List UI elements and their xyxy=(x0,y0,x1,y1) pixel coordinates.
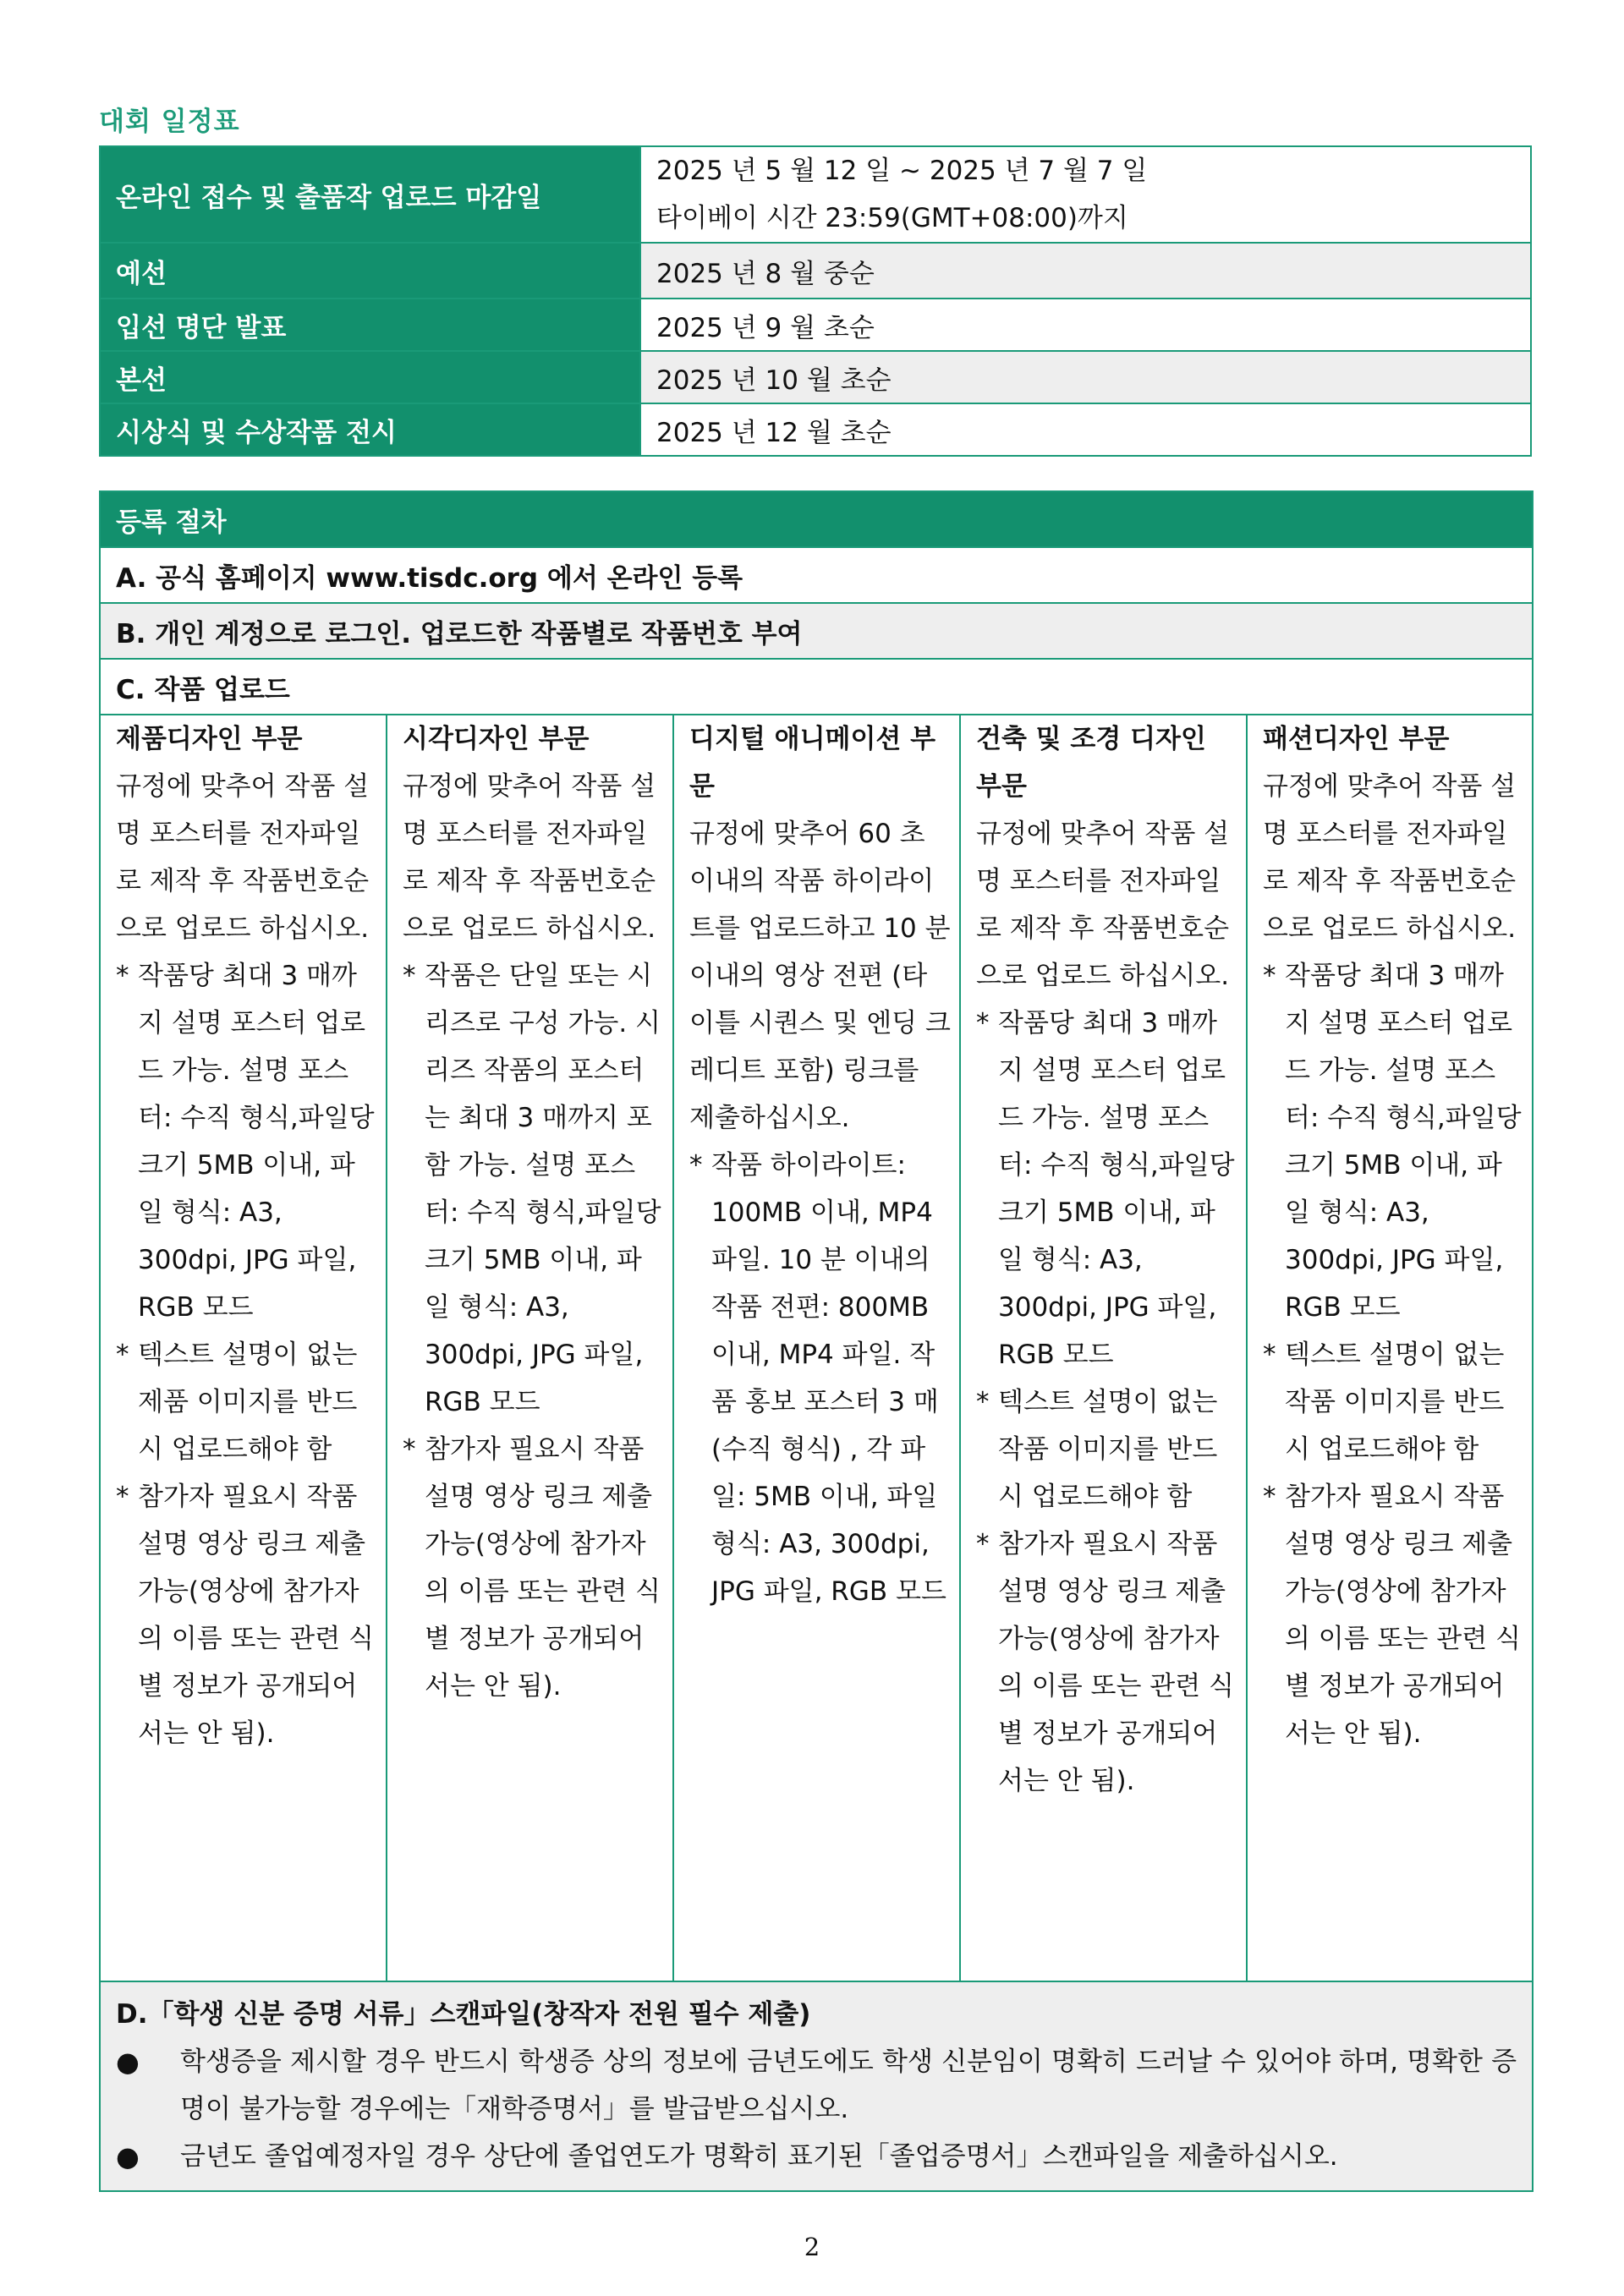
schedule-value: 2025 년 12 월 초순 xyxy=(640,403,1531,456)
list-item-text: 학생증을 제시할 경우 반드시 학생증 상의 정보에 금년도에도 학생 신분임이 명확히 드러날 수 있어야 하며, 명확한 증명이 불가능할 경우에는「재학증명서」를 발급받으십시오. xyxy=(180,2047,1517,2124)
registration-heading: 등록 절차 xyxy=(100,491,1533,547)
asterisk-icon: * xyxy=(116,1482,129,1512)
step-b: B. 개인 계정으로 로그인. 업로드한 작품별로 작품번호 부여 xyxy=(100,603,1533,659)
registration-table xyxy=(99,490,1533,2192)
category-description: 규정에 맞추어 작품 설명 포스터를 전자파일로 제작 후 작품번호순으로 업로드 하십시오. xyxy=(403,771,656,944)
schedule-label: 입선 명단 발표 xyxy=(100,299,640,351)
category-title: 패션디자인 부문 xyxy=(1263,724,1450,754)
note-item xyxy=(403,952,664,1426)
note-text: 작품 하이라이트: 100MB 이내, MP4 파일. 10 분 이내의 작품 전편: 800MB 이내, MP4 파일. 작품 홍보 포스터 3 매(수직 형식) , 각 파일: 5MB 이내, 파일 형식: A3, 300dpi, JPG 파일, RGB 모드 xyxy=(711,1150,946,1607)
schedule-value: 2025 년 8 월 중순 xyxy=(640,243,1531,299)
note-text: 작품은 단일 또는 시리즈로 구성 가능. 시리즈 작품의 포스터는 최대 3 매까지 포함 가능. 설명 포스터: 수직 형식,파일당 크기 5MB 이내, 파일 형식: A3, 300dpi, JPG 파일, RGB 모드 xyxy=(425,961,661,1417)
asterisk-icon: * xyxy=(1263,961,1276,991)
schedule-row xyxy=(100,146,1531,243)
asterisk-icon: * xyxy=(976,1387,990,1417)
note-text: 참가자 필요시 작품설명 영상 링크 제출 가능(영상에 참가자의 이름 또는 관련 식별 정보가 공개되어서는 안 됨). xyxy=(138,1482,374,1749)
schedule-label: 시상식 및 수상작품 전시 xyxy=(100,403,640,456)
category-fashion-design xyxy=(1247,715,1533,1981)
schedule-value: 2025 년 10 월 초순 xyxy=(640,351,1531,403)
note-item xyxy=(116,1473,377,1757)
note-item xyxy=(403,1426,664,1710)
asterisk-icon: * xyxy=(403,1434,416,1465)
schedule-label: 본선 xyxy=(100,351,640,403)
schedule-row xyxy=(100,243,1531,299)
bullet-icon: ● xyxy=(116,2140,140,2173)
schedule-row xyxy=(100,299,1531,351)
asterisk-icon: * xyxy=(1263,1340,1276,1370)
note-item xyxy=(1263,952,1523,1331)
note-text: 작품당 최대 3 매까지 설명 포스터 업로드 가능. 설명 포스터: 수직 형식,파일당 크기 5MB 이내, 파일 형식: A3, 300dpi, JPG 파일, RGB 모드 xyxy=(998,1008,1235,1370)
note-text: 참가자 필요시 작품설명 영상 링크 제출 가능(영상에 참가자의 이름 또는 관련 식별 정보가 공개되어서는 안 됨). xyxy=(998,1529,1234,1796)
note-item xyxy=(116,952,377,1331)
note-text: 참가자 필요시 작품설명 영상 링크 제출 가능(영상에 참가자의 이름 또는 관련 식별 정보가 공개되어서는 안 됨). xyxy=(425,1434,661,1701)
note-item xyxy=(976,1378,1237,1521)
asterisk-icon: * xyxy=(689,1150,703,1181)
asterisk-icon: * xyxy=(116,961,129,991)
category-columns xyxy=(100,715,1533,1981)
category-title: 제품디자인 부문 xyxy=(116,724,303,754)
list-item-text: 금년도 졸업예정자일 경우 상단에 졸업연도가 명확히 표기된「졸업증명서」스캔파일을 제출하십시오. xyxy=(180,2141,1338,2172)
schedule-value-line: 타이베이 시간 23:59(GMT+08:00)까지 xyxy=(656,203,1128,233)
category-description: 규정에 맞추어 작품 설명 포스터를 전자파일로 제작 후 작품번호순으로 업로드 하십시오. xyxy=(116,771,370,944)
schedule-row xyxy=(100,351,1531,403)
schedule-label: 예선 xyxy=(100,243,640,299)
category-title: 건축 및 조경 디자인 부문 xyxy=(976,724,1206,802)
step-c: C. 작품 업로드 xyxy=(100,659,1533,715)
category-architecture-landscape xyxy=(960,715,1247,1981)
asterisk-icon: * xyxy=(976,1008,990,1038)
list-item xyxy=(116,2133,1517,2180)
schedule-value: 2025 년 9 월 초순 xyxy=(640,299,1531,351)
asterisk-icon: * xyxy=(1263,1482,1276,1512)
note-text: 참가자 필요시 작품설명 영상 링크 제출 가능(영상에 참가자의 이름 또는 관련 식별 정보가 공개되어서는 안 됨). xyxy=(1285,1482,1521,1749)
note-item xyxy=(1263,1473,1523,1757)
category-description: 규정에 맞추어 작품 설명 포스터를 전자파일로 제작 후 작품번호순으로 업로드 하십시오. xyxy=(976,819,1230,991)
note-item xyxy=(1263,1331,1523,1473)
category-product-design xyxy=(100,715,387,1981)
schedule-value-line: 2025 년 5 월 12 일 ~ 2025 년 7 월 7 일 xyxy=(656,156,1148,186)
note-text: 텍스트 설명이 없는 제품 이미지를 반드시 업로드해야 함 xyxy=(138,1340,358,1465)
asterisk-icon: * xyxy=(403,961,416,991)
bullet-icon: ● xyxy=(116,2046,140,2078)
schedule-value xyxy=(640,146,1531,243)
step-d xyxy=(100,1981,1533,2191)
asterisk-icon: * xyxy=(976,1529,990,1559)
schedule-table xyxy=(99,145,1532,457)
note-text: 텍스트 설명이 없는 작품 이미지를 반드시 업로드해야 함 xyxy=(1285,1340,1505,1465)
schedule-row xyxy=(100,403,1531,456)
asterisk-icon: * xyxy=(116,1340,129,1370)
category-digital-animation xyxy=(673,715,960,1981)
note-text: 텍스트 설명이 없는 작품 이미지를 반드시 업로드해야 함 xyxy=(998,1387,1218,1512)
note-item xyxy=(116,1331,377,1473)
schedule-heading: 대회 일정표 xyxy=(99,107,240,137)
category-description: 규정에 맞추어 작품 설명 포스터를 전자파일로 제작 후 작품번호순으로 업로드 하십시오. xyxy=(1263,771,1517,944)
note-text: 작품당 최대 3 매까지 설명 포스터 업로드 가능. 설명 포스터: 수직 형식,파일당 크기 5MB 이내, 파일 형식: A3, 300dpi, JPG 파일, RGB 모드 xyxy=(1285,961,1522,1323)
list-item xyxy=(116,2038,1517,2133)
note-item xyxy=(976,1000,1237,1378)
step-a: A. 공식 홈페이지 www.tisdc.org 에서 온라인 등록 xyxy=(100,547,1533,603)
category-visual-design xyxy=(387,715,673,1981)
note-text: 작품당 최대 3 매까지 설명 포스터 업로드 가능. 설명 포스터: 수직 형식,파일당 크기 5MB 이내, 파일 형식: A3, 300dpi, JPG 파일, RGB 모드 xyxy=(138,961,375,1323)
category-title: 디지털 애니메이션 부문 xyxy=(689,724,936,802)
category-title: 시각디자인 부문 xyxy=(403,724,590,754)
schedule-label: 온라인 접수 및 출품작 업로드 마감일 xyxy=(100,146,640,243)
step-d-title: D.「학생 신분 증명 서류」스캔파일(창작자 전원 필수 제출) xyxy=(116,1999,811,2030)
category-description: 규정에 맞추어 60 초 이내의 작품 하이라이트를 업로드하고 10 분 이내의 영상 전편 (타이틀 시퀀스 및 엔딩 크레디트 포함) 링크를 제출하십시오. xyxy=(689,819,951,1133)
note-item xyxy=(976,1521,1237,1805)
note-item xyxy=(689,1142,951,1615)
page-number: 2 xyxy=(804,2233,820,2261)
